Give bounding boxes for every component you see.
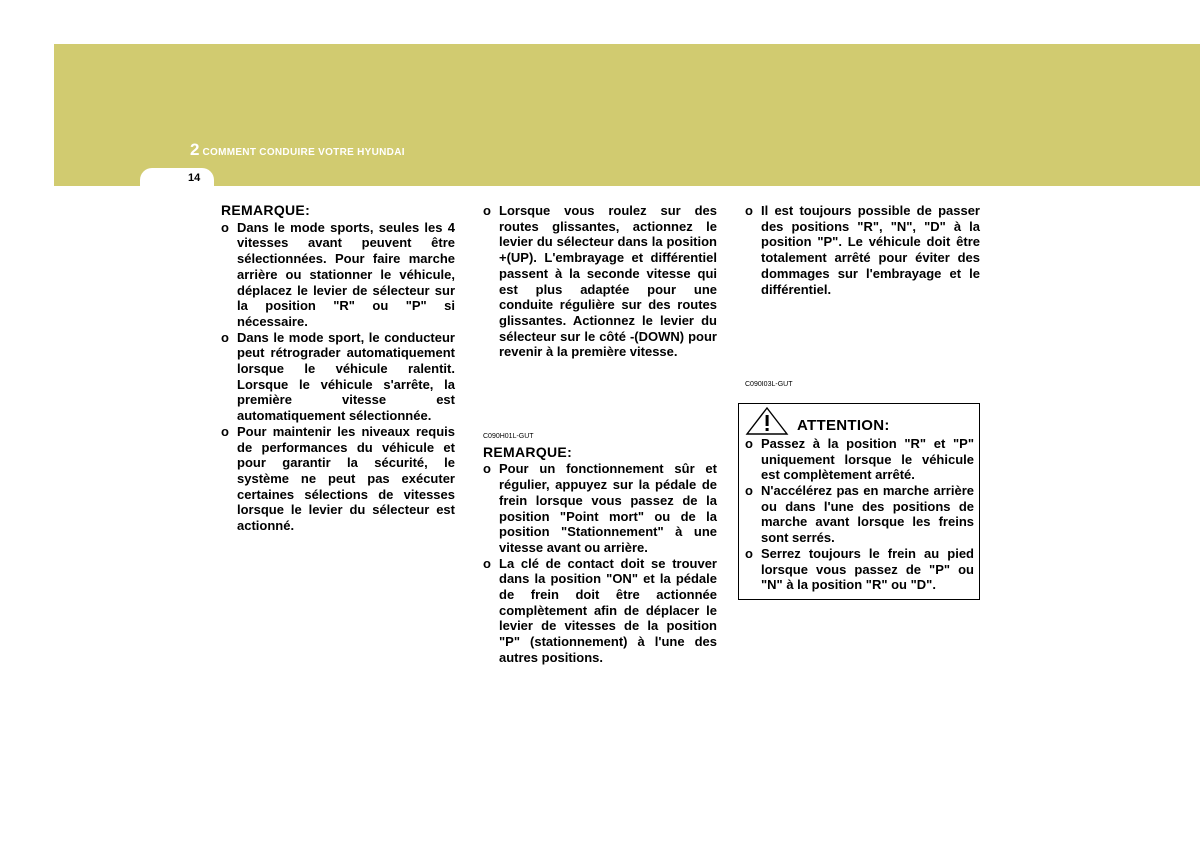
bullet: o — [745, 203, 753, 218]
bullet: o — [745, 545, 753, 561]
reference-code: C090I03L-GUT — [745, 381, 793, 389]
chapter-number: 2 — [190, 140, 200, 159]
bullet: o — [221, 219, 229, 235]
list-item — [745, 436, 974, 483]
list-item — [483, 461, 717, 555]
bullet: o — [745, 435, 753, 451]
bullet: o — [221, 329, 229, 345]
list-item-text: Il est toujours possible de passer des positions "R", "N", "D" à la position "P". Le véhicule doit être totalement arrêté pour éviter des dommages sur l'embrayage et le différentiel. — [761, 203, 980, 297]
warning-title: ATTENTION: — [797, 417, 890, 435]
list-item — [745, 203, 980, 297]
list-item-text: Dans le mode sports, seules les 4 vitesses avant peuvent être sélectionnées. Pour faire marche arrière ou stationner le véhicule, déplacez le levier de sélecteur sur la position "R" ou "P" si nécessaire. — [237, 219, 455, 329]
warning-header — [745, 406, 974, 436]
warning-triangle-icon — [745, 406, 793, 436]
list-item-text: La clé de contact doit se trouver dans la position "ON" et la pédale de frein doit être actionnée complètement afin de déplacer le levier de vitesses de la position "P" (stationnement) à l'une des autres positions. — [499, 555, 717, 665]
list-item-text: Dans le mode sport, le conducteur peut rétrograder automatiquement lorsque le véhicule ralentit. Lorsque le véhicule s'arrête, la première vitesse est automatiquement sélectionnée. — [237, 329, 455, 424]
note-heading: REMARQUE: — [221, 202, 311, 218]
header-band — [54, 44, 1200, 186]
bullet: o — [483, 461, 491, 477]
list-item-text: Pour maintenir les niveaux requis de performances du véhicule et pour garantir la sécurité, le système ne peut pas exécuter certaines sélections de vitesses lorsque le levier du sélecteur est actionné. — [237, 423, 455, 534]
bullet: o — [745, 483, 753, 499]
list-item-text: N'accélérez pas en marche arrière ou dans l'une des positions de marche avant lorsque les freins sont serrés. — [761, 483, 974, 546]
list-item — [483, 203, 717, 360]
reference-code: C090H01L-GUT — [483, 433, 534, 441]
list-item — [221, 424, 455, 534]
bullet: o — [483, 555, 491, 571]
list-item-text: Serrez toujours le frein au pied lorsque vous passez de "P" ou "N" à la position "R" ou "D". — [761, 545, 974, 593]
page-number-tab — [140, 168, 214, 192]
column-left — [221, 203, 455, 534]
warning-box — [738, 403, 980, 600]
list-item — [745, 546, 974, 593]
list-item — [221, 220, 455, 330]
list-item — [221, 330, 455, 424]
chapter-heading — [190, 140, 405, 160]
column-right — [745, 203, 980, 600]
list-item — [745, 483, 974, 546]
list-item-text: Passez à la position "R" et "P" uniquement lorsque le véhicule est complètement arrêté. — [761, 435, 974, 483]
column-middle — [483, 203, 717, 666]
bullet: o — [221, 423, 229, 439]
list-item — [483, 556, 717, 666]
page-number: 14 — [188, 172, 201, 184]
list-item-text: Lorsque vous roulez sur des routes glissantes, actionnez le levier du sélecteur dans la position +(UP). L'embrayage et différentiel passent à la seconde vitesse qui est plus adaptée pour une conduite régulière sur des routes glissantes. Actionnez le levier du sélecteur sur le côté -(DOWN) pour revenir à la première vitesse. — [499, 203, 717, 360]
bullet: o — [483, 203, 491, 218]
chapter-title: COMMENT CONDUIRE VOTRE HYUNDAI — [202, 147, 405, 158]
note-heading: REMARQUE: — [483, 443, 573, 460]
list-item-text: Pour un fonctionnement sûr et régulier, appuyez sur la pédale de frein lorsque vous passez de la position "Point mort" ou de la position "Stationnement" à une vitesse avant ou arrière. — [499, 461, 717, 555]
